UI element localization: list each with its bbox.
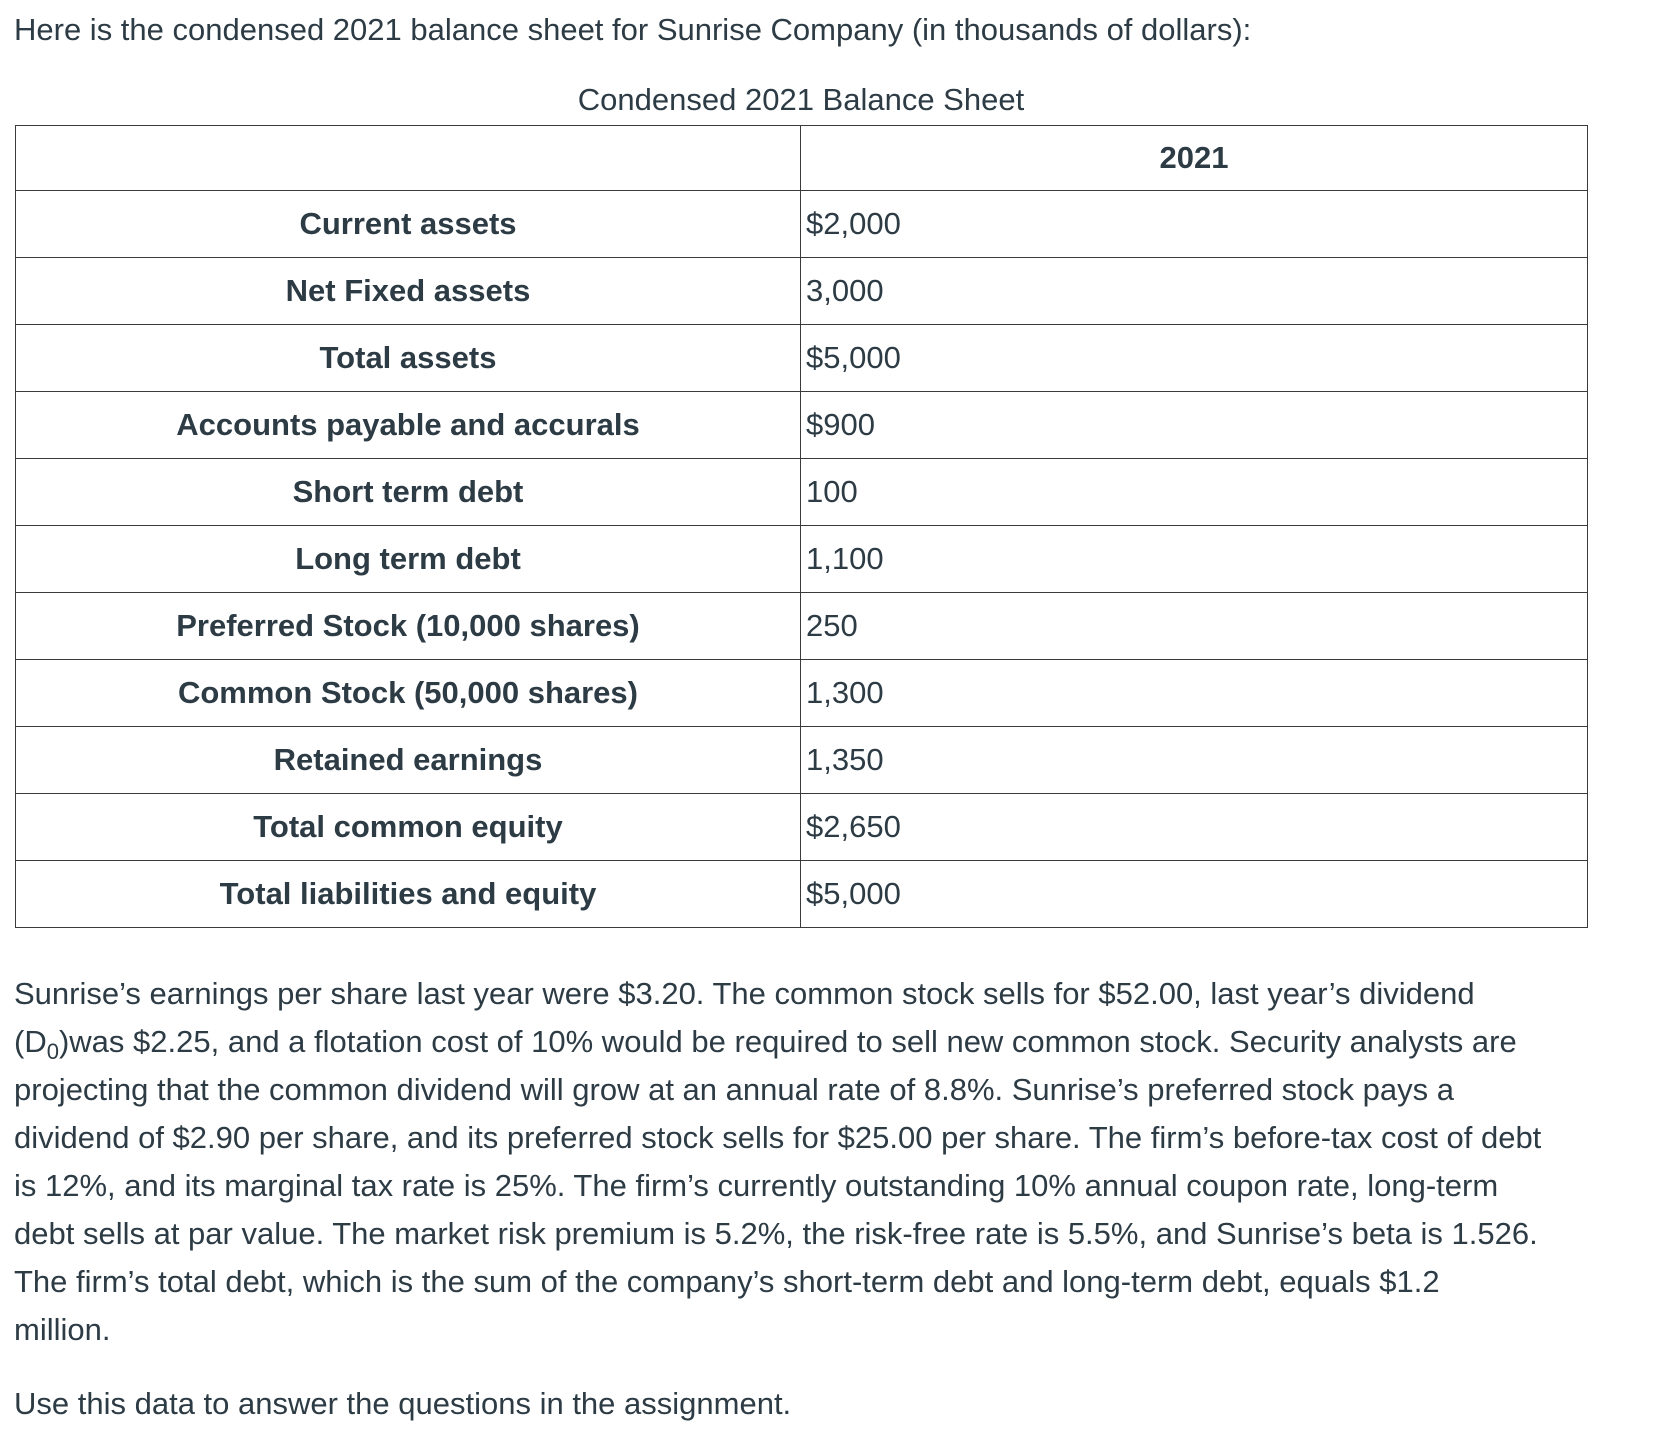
paragraph-line: debt sells at par value. The market risk premium is 5.2%, the risk-free rate is 5.5%, and Sunrise’s beta is 1.526. [14,1216,1538,1251]
paragraph-line: is 12%, and its marginal tax rate is 25%. The firm’s currently outstanding 10% annual coupon rate, long-term [14,1168,1499,1203]
table-row [16,459,1588,526]
row-value: $900 [801,392,1588,459]
row-label: Total liabilities and equity [16,861,801,928]
table-row [16,325,1588,392]
table-row [16,727,1588,794]
intro-text: Here is the condensed 2021 balance sheet for Sunrise Company (in thousands of dollars): [14,12,1252,47]
table-row [16,593,1588,660]
paragraph-line: dividend of $2.90 per share, and its preferred stock sells for $25.00 per share. The firm’s before-tax cost of debt [14,1120,1542,1155]
paragraph-line [14,1018,1614,1066]
row-label: Current assets [16,191,801,258]
row-label: Accounts payable and accurals [16,392,801,459]
row-value: 3,000 [801,258,1588,325]
row-label: Net Fixed assets [16,258,801,325]
header-year-cell: 2021 [801,126,1588,191]
paragraph-line: million. [14,1312,111,1347]
table-row [16,258,1588,325]
row-label: Short term debt [16,459,801,526]
paragraph-text: )was $2.25, and a flotation cost of 10% would be required to sell new common stock. Security analysts are [58,1024,1517,1059]
row-value: 1,350 [801,727,1588,794]
row-value: $5,000 [801,861,1588,928]
closing-text: Use this data to answer the questions in the assignment. [14,1386,792,1421]
row-value: $2,000 [801,191,1588,258]
row-value: 1,300 [801,660,1588,727]
paragraph-line: projecting that the common dividend will grow at an annual rate of 8.8%. Sunrise’s preferred stock pays a [14,1072,1454,1107]
table-row [16,861,1588,928]
row-value: $2,650 [801,794,1588,861]
table-row [16,191,1588,258]
row-value: 100 [801,459,1588,526]
row-value: 250 [801,593,1588,660]
header-blank-cell [16,126,801,191]
description-paragraph [14,970,1614,1354]
table-caption: Condensed 2021 Balance Sheet [577,82,1025,117]
row-label: Total common equity [16,794,801,861]
table-row [16,392,1588,459]
paragraph-line: The firm’s total debt, which is the sum of the company’s short-term debt and long-term debt, equals $1.2 [14,1264,1440,1299]
table-row [16,794,1588,861]
table-row [16,660,1588,727]
balance-sheet-table [15,125,1588,928]
row-label: Total assets [16,325,801,392]
paragraph-line: Sunrise’s earnings per share last year were $3.20. The common stock sells for $52.00, last year’s dividend [14,976,1475,1011]
row-label: Preferred Stock (10,000 shares) [16,593,801,660]
row-label: Long term debt [16,526,801,593]
table-body [16,191,1588,928]
row-label: Retained earnings [16,727,801,794]
row-value: 1,100 [801,526,1588,593]
table-row [16,526,1588,593]
row-label: Common Stock (50,000 shares) [16,660,801,727]
subscript-text: 0 [46,1039,59,1065]
paragraph-text: (D [14,1024,47,1059]
table-header-row [16,126,1588,191]
row-value: $5,000 [801,325,1588,392]
